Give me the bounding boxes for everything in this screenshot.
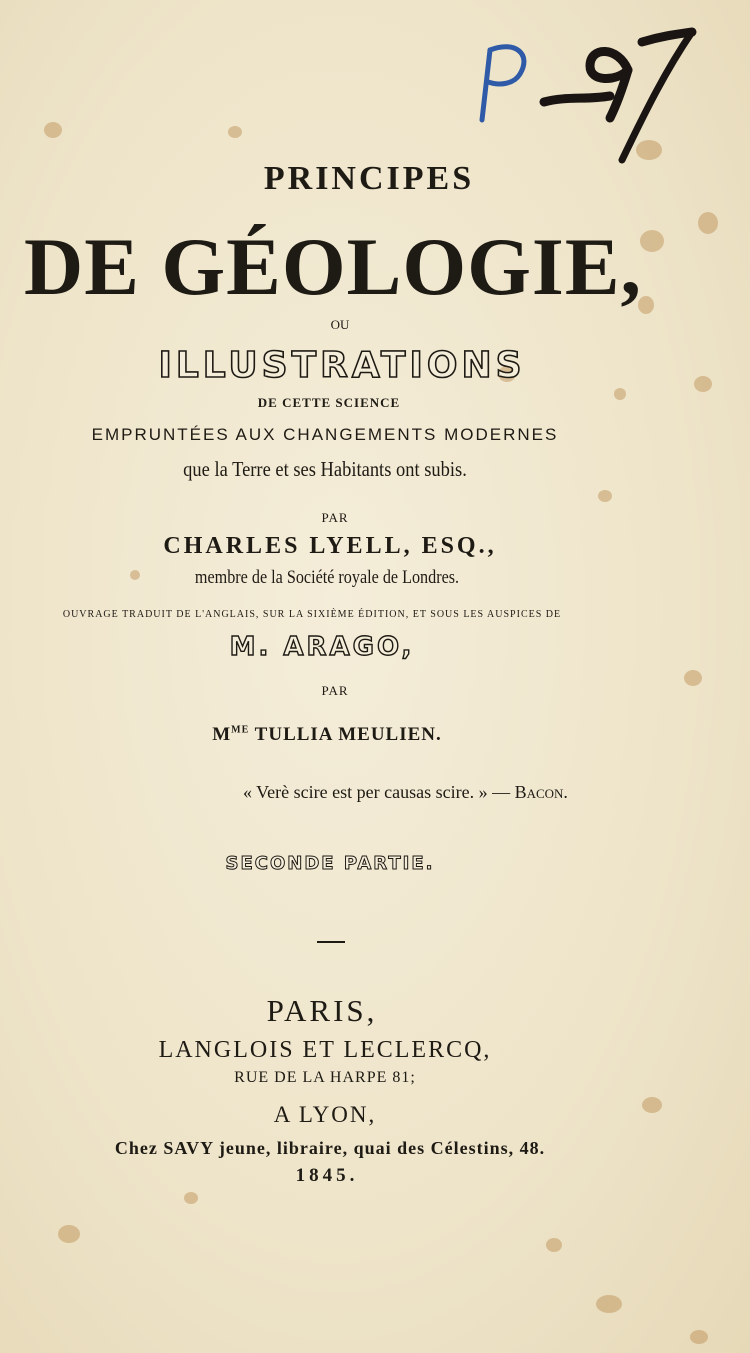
translator-name: TULLIA MEULIEN. [254,724,442,745]
patron-name: M. ARAGO, [229,632,415,662]
handwritten-letter-p [482,47,524,120]
epigraph-source: Bacon. [514,782,568,802]
translation-note: OUVRAGE TRADUIT DE L'ANGLAIS, SUR LA SIXIÈME ÉDITION, ET SOUS LES AUSPICES DE [62,609,562,620]
connector-ou: OU [330,317,350,332]
imprint-publisher: LANGLOIS ET LECLERCQ, [158,1037,492,1063]
imprint-city: PARIS, [266,993,378,1028]
subtitle-illustrations: ILLUSTRATIONS [158,345,526,386]
handwritten-shelfmark [470,20,710,170]
epigraph-text: « Verè scire est per causas scire. » — [243,782,515,802]
par-label-2: PAR [321,683,349,698]
imprint-address: RUE DE LA HARPE 81; [234,1069,416,1086]
translator-prefix: M [212,724,232,745]
foxing-spot [598,490,612,502]
subtitle-line-2: DE CETTE SCIENCE [257,395,401,410]
translator-line [0,724,702,746]
foxing-spot [546,1238,562,1252]
imprint-bookseller: Chez SAVY jeune, libraire, quai des Célestins, 48. [114,1138,546,1158]
volume-label: SECONDE PARTIE. [225,853,435,874]
subtitle-line-3: EMPRUNTÉES AUX CHANGEMENTS MODERNES [91,425,559,444]
foxing-spot [690,1330,708,1344]
author-name: CHARLES LYELL, ESQ., [163,533,497,559]
epigraph [243,782,568,803]
foxing-spot [596,1295,622,1313]
imprint-year: 1845. [295,1165,359,1186]
imprint-city-2: A LYON, [273,1102,377,1127]
foxing-spot [44,122,62,138]
subtitle-line-4: que la Terre et ses Habitants ont subis. [183,457,467,481]
foxing-spot [58,1225,80,1243]
pre-title: PRINCIPES [263,160,475,197]
handwritten-number [544,32,692,160]
foxing-spot [228,126,242,138]
main-title: DE GÉOLOGIE, [23,221,643,312]
author-affiliation: membre de la Société royale de Londres. [194,567,460,588]
par-label: PAR [321,510,349,525]
translator-prefix-sup: ME [231,724,250,736]
divider-rule [317,941,345,943]
foxing-spot [184,1192,198,1204]
